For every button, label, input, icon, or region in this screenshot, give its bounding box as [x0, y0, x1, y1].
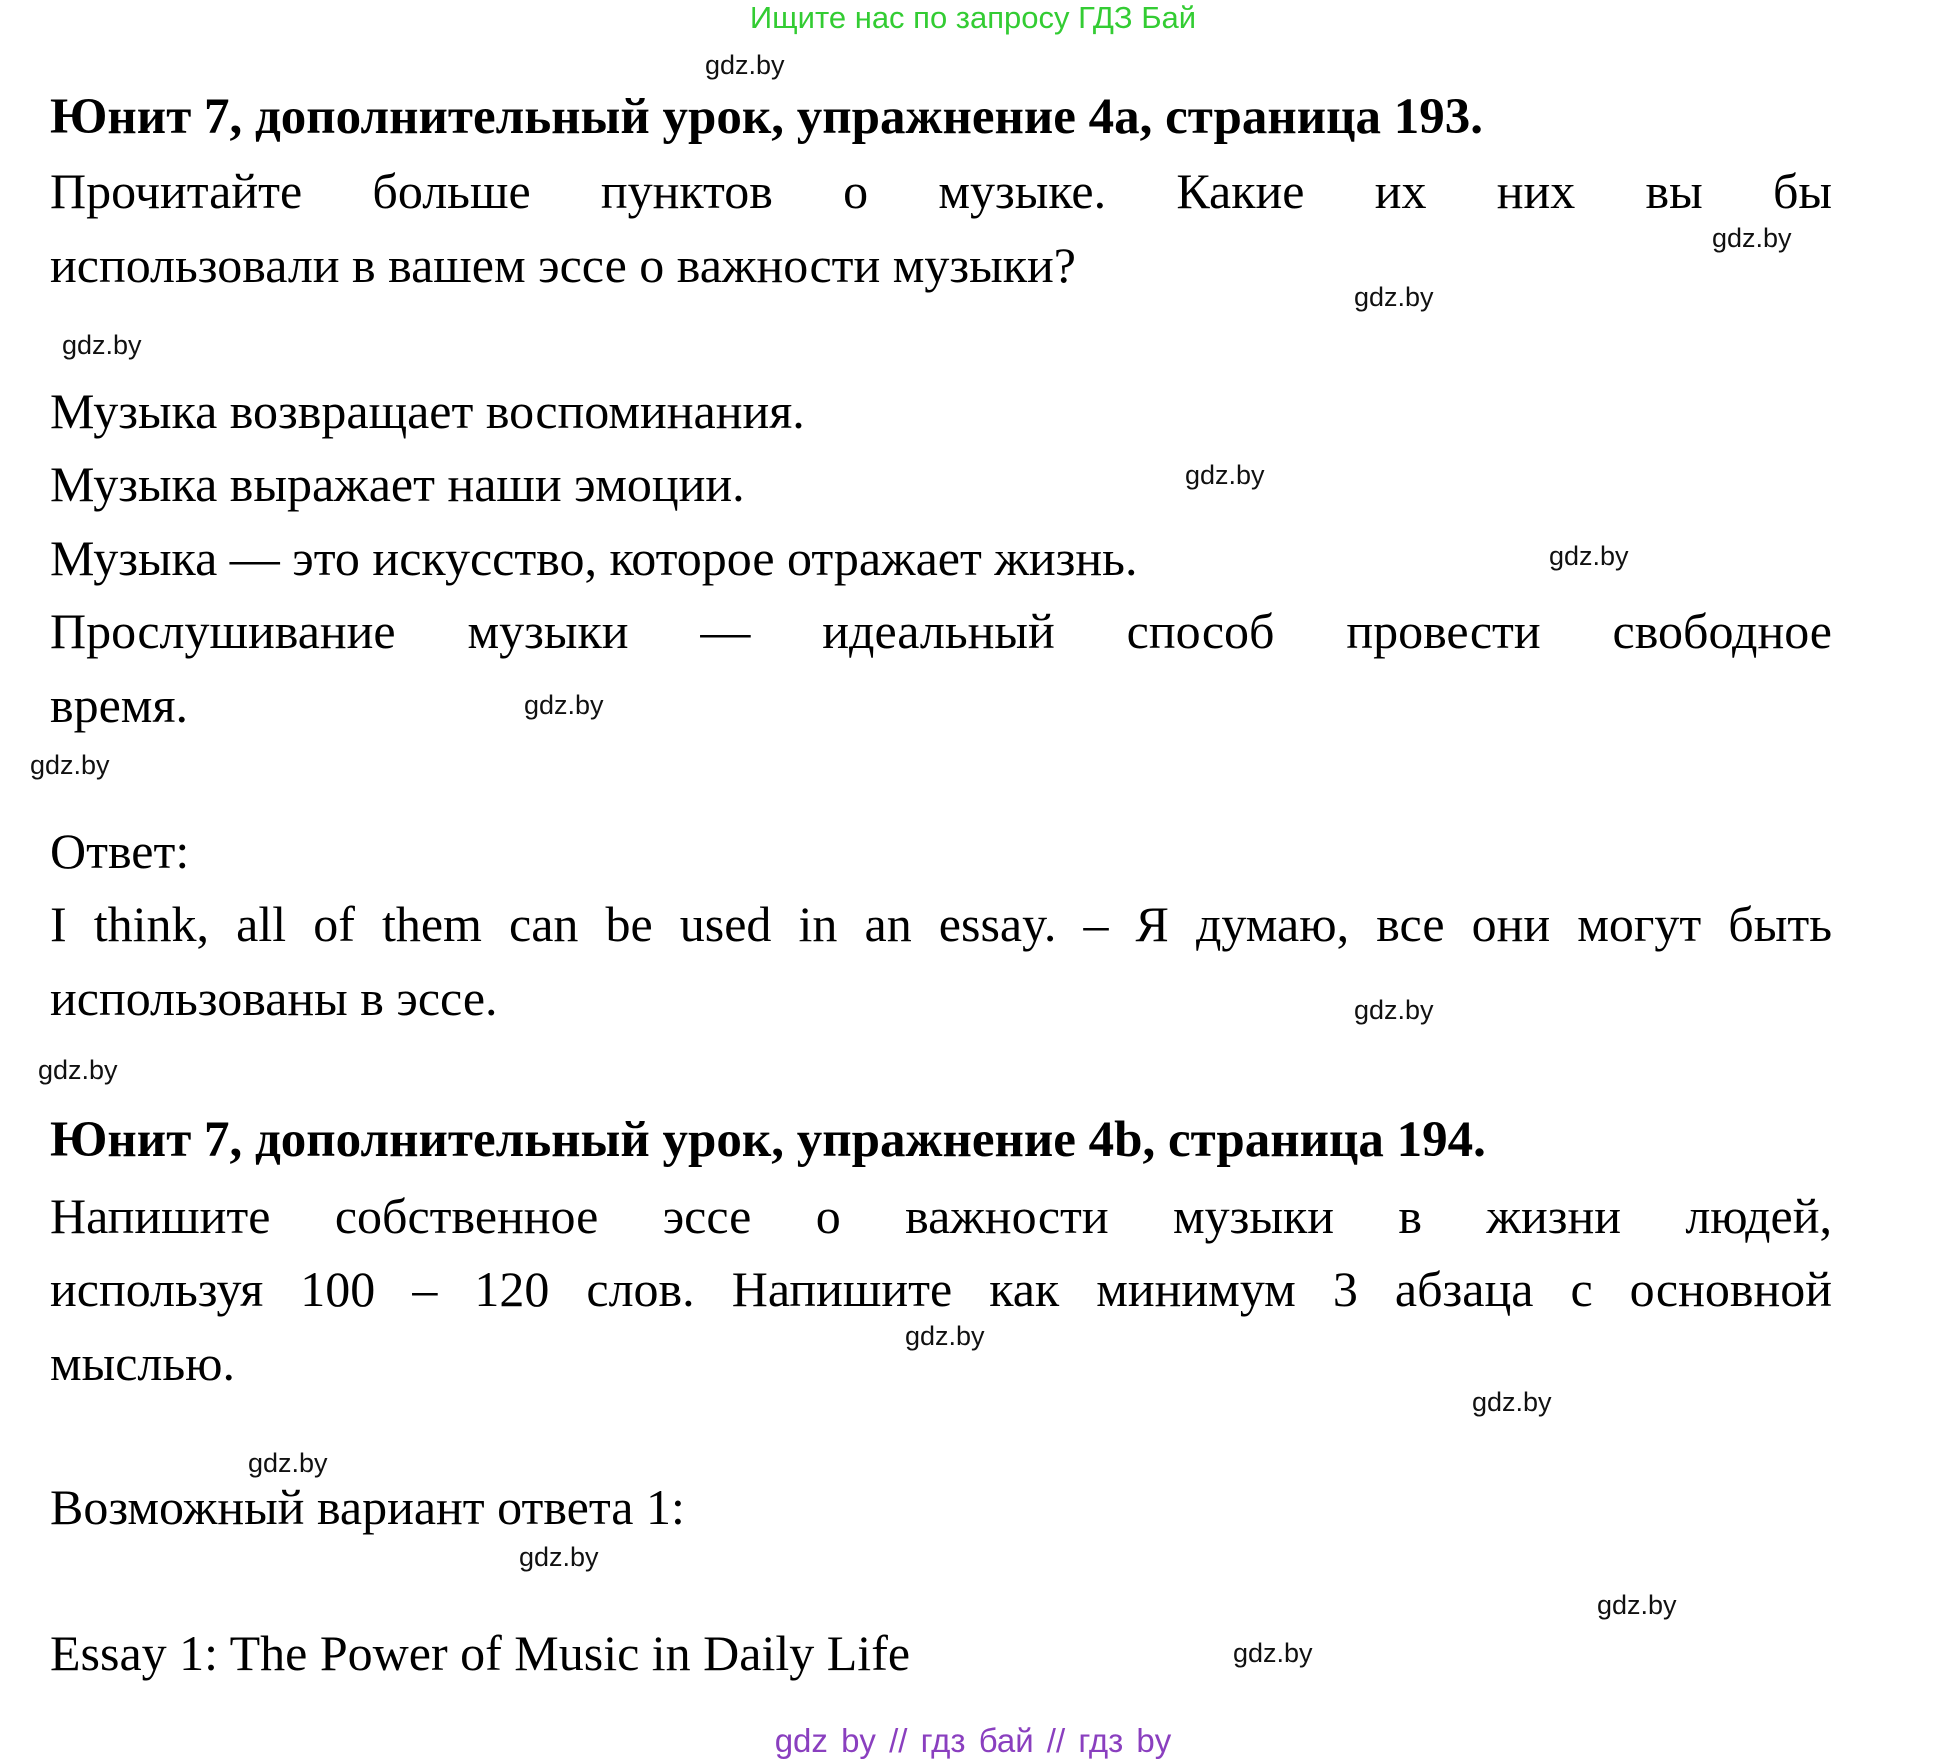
exercise-4b-heading: Юнит 7, дополнительный урок, упражнение 4b, страница 194. — [50, 1112, 1486, 1168]
variant-label: Возможный вариант ответа 1: — [50, 1479, 685, 1535]
answer-label: Ответ: — [50, 823, 190, 879]
exercise-4b-task-line: мыслью. — [50, 1335, 236, 1391]
list-item: время. — [50, 677, 188, 733]
exercise-4a-task-line: использовали в вашем эссе о важности музыки? — [50, 237, 1077, 293]
watermark: gdz.by — [1354, 995, 1434, 1025]
exercise-4a-task-line: Прочитайте больше пунктов о музыке. Какие их них вы бы — [50, 163, 1832, 219]
watermark: gdz.by — [1712, 223, 1792, 253]
watermark: gdz.by — [1472, 1387, 1552, 1417]
watermark: gdz.by — [519, 1542, 599, 1572]
watermark: gdz.by — [1185, 460, 1265, 490]
watermark: gdz.by — [705, 50, 785, 80]
watermark: gdz.by — [1597, 1590, 1677, 1620]
exercise-4b-task-line: используя 100 – 120 слов. Напишите как минимум 3 абзаца с основной — [50, 1261, 1832, 1317]
watermark: gdz.by — [1549, 541, 1629, 571]
essay-title: Essay 1: The Power of Music in Daily Life — [50, 1625, 911, 1681]
search-banner: Ищите нас по запросу ГДЗ Бай — [749, 0, 1197, 35]
watermark: gdz.by — [62, 330, 142, 360]
watermark: gdz.by — [524, 690, 604, 720]
watermark: gdz.by — [30, 750, 110, 780]
footer-watermark: gdz by // гдз бай // гдз by — [774, 1722, 1172, 1759]
list-item: Музыка выражает наши эмоции. — [50, 456, 745, 512]
list-item: Музыка возвращает воспоминания. — [50, 383, 805, 439]
list-item: Музыка — это искусство, которое отражает жизнь. — [50, 530, 1138, 586]
exercise-4b-task-line: Напишите собственное эссе о важности музыки в жизни людей, — [50, 1188, 1832, 1244]
list-item: Прослушивание музыки — идеальный способ провести свободное — [50, 603, 1832, 659]
watermark: gdz.by — [248, 1448, 328, 1478]
exercise-4a-heading: Юнит 7, дополнительный урок, упражнение 4а, страница 193. — [50, 89, 1483, 145]
watermark: gdz.by — [905, 1321, 985, 1351]
answer-text: I think, all of them can be used in an essay. – Я думаю, все они могут быть — [50, 896, 1832, 952]
watermark: gdz.by — [1233, 1638, 1313, 1668]
watermark: gdz.by — [1354, 282, 1434, 312]
watermark: gdz.by — [38, 1055, 118, 1085]
answer-text: использованы в эссе. — [50, 970, 498, 1026]
